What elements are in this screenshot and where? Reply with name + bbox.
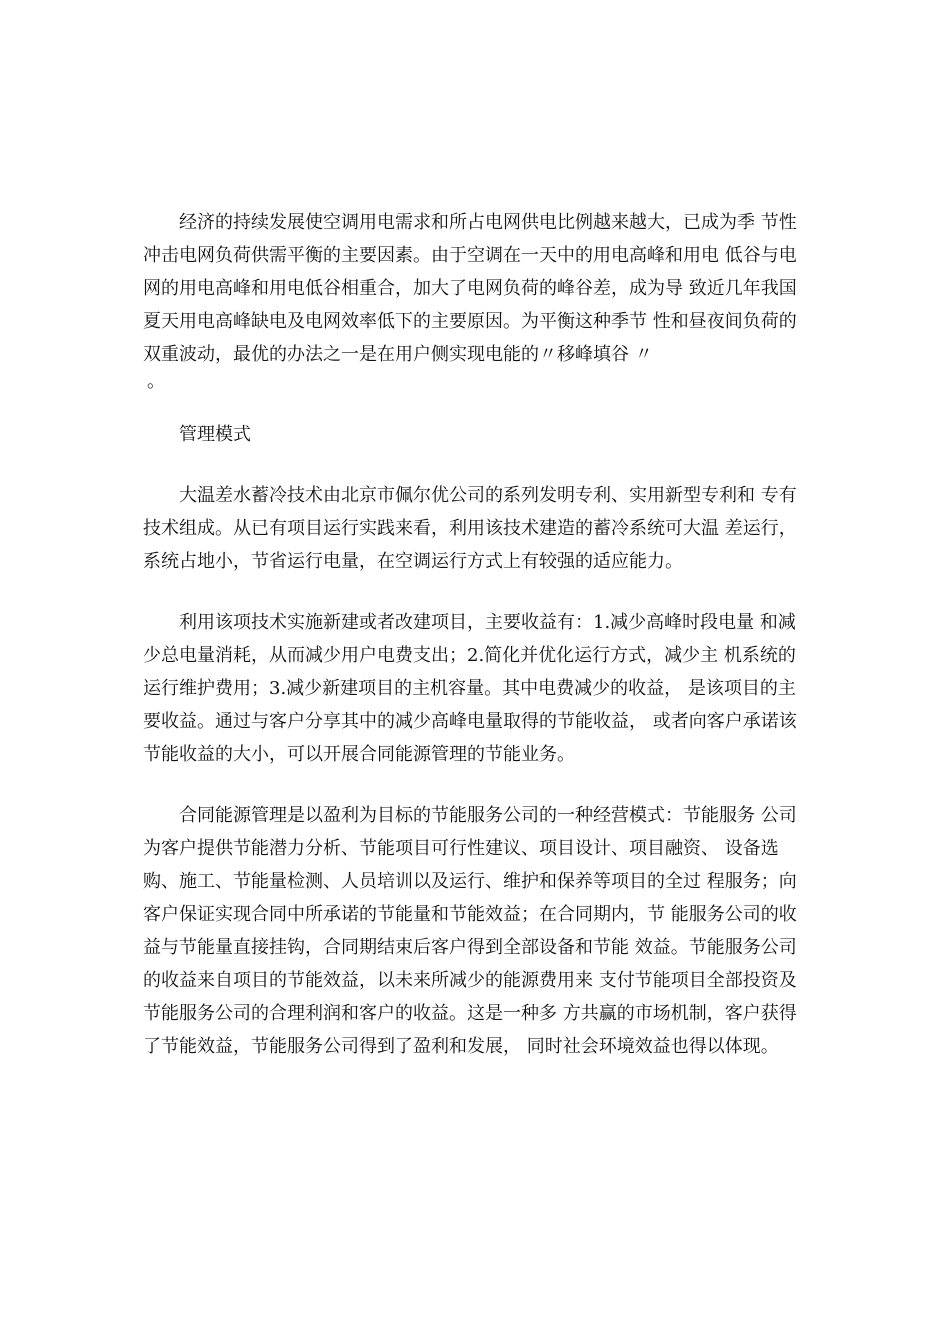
paragraph-line: 节能收益的大小，可以开展合同能源管理的节能业务。 <box>143 744 575 765</box>
paragraph-line: 经济的持续发展使空调用电需求和所占电网供电比例越来越大，已成为季 节性 <box>179 212 797 233</box>
paragraph-line: 了节能效益，节能服务公司得到了盈利和发展， 同时社会环境效益也得以体现。 <box>143 1036 779 1057</box>
paragraph-line: 夏天用电高峰缺电及电网效率低下的主要原因。为平衡这种季节 性和昼夜间负荷的 <box>143 311 797 332</box>
paragraph-1 <box>143 208 807 398</box>
paragraph-4 <box>143 801 807 1065</box>
paragraph-line: 节能服务公司的合理利润和客户的收益。这是一种多 方共赢的市场机制，客户获得 <box>143 1003 797 1024</box>
paragraph-line: 大温差水蓄冷技术由北京市佩尔优公司的系列发明专利、实用新型专利和 专有 <box>179 485 797 506</box>
paragraph-line: 双重波动，最优的办法之一是在用户侧实现电能的〃移峰填谷 〃 <box>143 344 653 365</box>
paragraph-line: 运行维护费用；3.减少新建项目的主机容量。其中电费减少的收益， 是该项目的主 <box>143 678 796 699</box>
paragraph-line: 网的用电高峰和用电低谷相重合，加大了电网负荷的峰谷差，成为导 致近几年我国 <box>143 278 797 299</box>
paragraph-line: 益与节能量直接挂钩，合同期结束后客户得到全部设备和节能 效益。节能服务公司 <box>143 937 797 958</box>
paragraph-line: 客户保证实现合同中所承诺的节能量和节能效益；在合同期内，节 能服务公司的收 <box>143 904 797 925</box>
paragraph-line: 利用该项技术实施新建或者改建项目，主要收益有：1.减少高峰时段电量 和减 <box>179 612 796 633</box>
document-page <box>143 208 807 1065</box>
paragraph-line: 要收益。通过与客户分享其中的减少高峰电量取得的节能收益， 或者向客户承诺该 <box>143 711 797 732</box>
paragraph-line: 少总电量消耗，从而减少用户电费支出；2.简化并优化运行方式，减少主 机系统的 <box>143 645 796 666</box>
paragraph-line: 冲击电网负荷供需平衡的主要因素。由于空调在一天中的用电高峰和用电 低谷与电 <box>143 245 797 266</box>
paragraph-2 <box>143 481 807 580</box>
paragraph-line: 的收益来自项目的节能效益，以未来所减少的能源费用来 支付节能项目全部投资及 <box>143 970 797 991</box>
paragraph-line: 购、施工、节能量检测、人员培训以及运行、维护和保养等项目的全过 程服务；向 <box>143 871 797 892</box>
paragraph-3 <box>143 608 807 773</box>
paragraph-line: 为客户提供节能潜力分析、节能项目可行性建议、项目设计、项目融资、 设备选 <box>143 838 779 859</box>
paragraph-tail: 。 <box>147 371 165 392</box>
paragraph-line: 合同能源管理是以盈利为目标的节能服务公司的一种经营模式：节能服务 公司 <box>179 805 797 826</box>
paragraph-line: 系统占地小，节省运行电量，在空调运行方式上有较强的适应能力。 <box>143 551 683 572</box>
paragraph-line: 技术组成。从已有项目运行实践来看，利用该技术建造的蓄冷系统可大温 差运行， <box>143 518 797 539</box>
section-heading: 管理模式 <box>179 424 251 445</box>
